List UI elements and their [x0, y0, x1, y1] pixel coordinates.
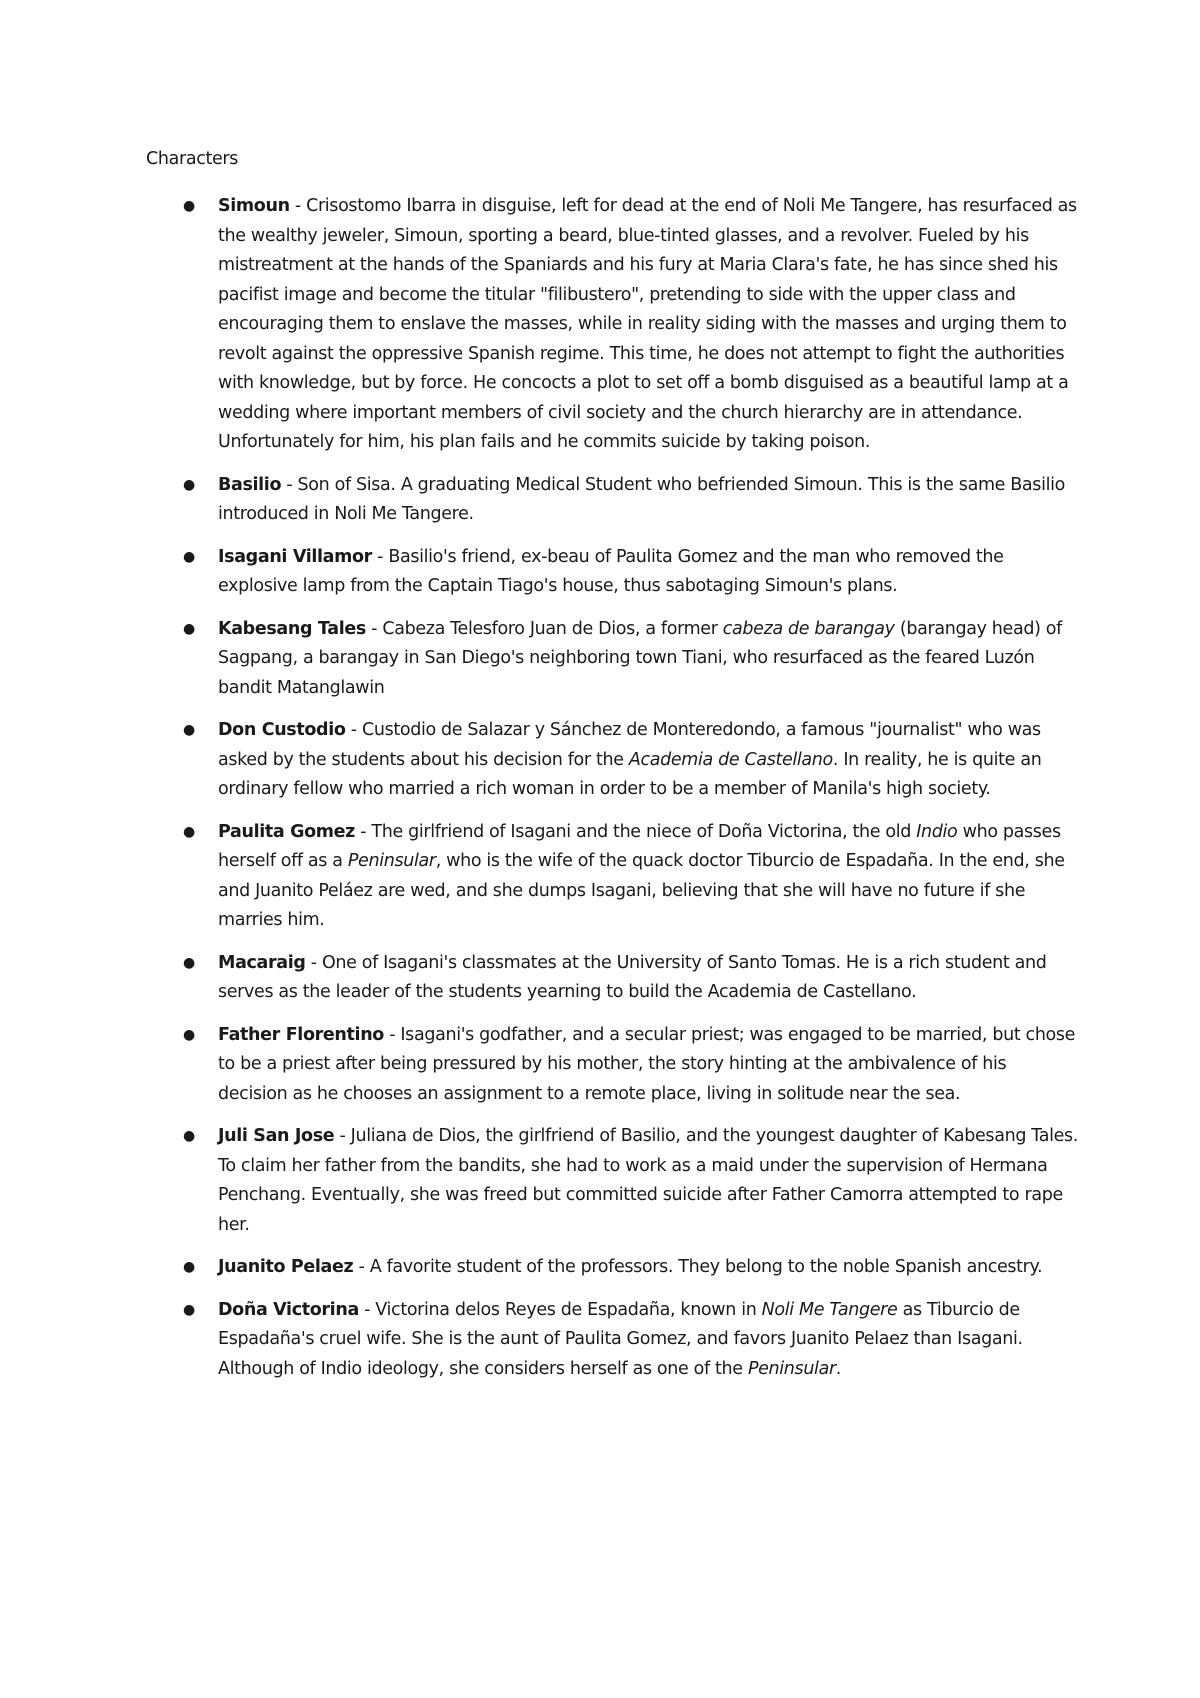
- character-name: Juli San Jose: [218, 1126, 335, 1146]
- list-item: [0, 818, 1200, 936]
- character-description: .: [835, 1358, 842, 1379]
- list-item: [0, 949, 1200, 1008]
- bullet-icon: ●: [183, 1301, 195, 1318]
- character-description: . In reality, he is quite an ordinary fellow who married a rich woman in order to be a member of Manila's high society.: [218, 749, 1042, 799]
- character-name: Doña Victorina: [218, 1299, 359, 1320]
- bullet-icon: ●: [183, 954, 195, 971]
- list-item: [0, 716, 1200, 805]
- bullet-icon: ●: [183, 1128, 195, 1144]
- italic-term: Peninsular: [347, 851, 436, 871]
- character-description: , who is the wife of the quack doctor Tiburcio de Espadaña. In the end, she and Juanito Peláez are wed, and she dumps Isagani, believing that she will have no future if she marries him.: [218, 851, 1065, 930]
- list-item: [0, 1296, 1200, 1385]
- character-description: - Custodio de Salazar y Sánchez de Monteredondo, a famous "journalist" who was asked by the students about his decision for the: [218, 720, 1041, 770]
- character-name: Father Florentino: [218, 1024, 384, 1045]
- list-item: [0, 192, 1200, 458]
- character-name: Macaraig: [218, 952, 306, 973]
- bullet-icon: ●: [183, 198, 195, 214]
- character-description: - One of Isagani's classmates at the University of Santo Tomas. He is a rich student and serves as the leader of the students yearning to build the Academia de Castellano.: [218, 952, 1047, 1002]
- character-description: - Basilio's friend, ex-beau of Paulita Gomez and the man who removed the explosive lamp from the Captain Tiago's house, thus sabotaging Simoun's plans.: [218, 546, 1004, 596]
- character-name: Simoun: [218, 196, 290, 216]
- character-description: - Cabeza Telesforo Juan de Dios, a former: [365, 618, 723, 639]
- italic-term: Academia de Castellano: [628, 749, 833, 770]
- character-description: - Isagani's godfather, and a secular priest; was engaged to be married, but chose to be a priest after being pressured by his mother, the story hinting at the ambivalence of his decision as he chooses an assignment to a remote place, living in solitude near the sea.: [218, 1024, 1076, 1104]
- character-name: Isagani Villamor: [218, 546, 372, 567]
- character-name: Paulita Gomez: [218, 821, 356, 842]
- bullet-icon: ●: [183, 476, 195, 493]
- list-item: [0, 1021, 1200, 1110]
- list-item: [0, 1122, 1200, 1240]
- page-title: Characters: [146, 149, 239, 169]
- character-description: who passes herself off as a: [218, 821, 1061, 871]
- list-item: [0, 615, 1200, 704]
- character-description: - A favorite student of the professors. They belong to the noble Spanish ancestry.: [353, 1257, 1043, 1277]
- list-item: [0, 471, 1200, 530]
- italic-term: Noli Me Tangere: [761, 1299, 898, 1320]
- character-description: as Tiburcio de Espadaña's cruel wife. She is the aunt of Paulita Gomez, and favors Juanito Pelaez than Isagani. Although of Indio ideology, she considers herself as one of the: [218, 1299, 1023, 1379]
- character-name: Kabesang Tales: [218, 618, 366, 639]
- list-item: [0, 1253, 1200, 1283]
- character-list: [0, 192, 1200, 1397]
- bullet-icon: ●: [183, 620, 195, 637]
- bullet-icon: ●: [183, 1026, 195, 1043]
- character-description: - The girlfriend of Isagani and the niece of Doña Victorina, the old: [355, 821, 917, 842]
- character-name: Juanito Pelaez: [218, 1257, 354, 1277]
- character-description: (barangay head) of Sagpang, a barangay in San Diego's neighboring town Tiani, who resurfaced as the feared Luzón bandit Matanglawin: [218, 618, 1062, 698]
- bullet-icon: ●: [183, 823, 195, 840]
- character-description: - Son of Sisa. A graduating Medical Student who befriended Simoun. This is the same Basilio introduced in Noli Me Tangere.: [218, 474, 1065, 524]
- character-description: - Victorina delos Reyes de Espadaña, known in: [358, 1299, 762, 1320]
- character-description: - Crisostomo Ibarra in disguise, left for dead at the end of Noli Me Tangere, has resurfaced as the wealthy jeweler, Simoun, sporting a beard, blue-tinted glasses, and a revolver. Fueled by his mistreatment at the hands of the Spaniards and his fury at Maria Clara's fate, he has since shed his pacifist image and become the titular "filibustero", pretending to side with the upper class and encouraging them to enslave the masses, while in reality siding with the masses and urging them to revolt against the oppressive Spanish regime. This time, he does not attempt to fight the authorities with knowledge, but by force. He concocts a plot to set off a bomb disguised as a beautiful lamp at a wedding where important members of civil society and the church hierarchy are in attendance. Unfortunately for him, his plan fails and he commits suicide by taking poison.: [218, 196, 1077, 452]
- list-item: [0, 543, 1200, 602]
- character-name: Basilio: [218, 474, 282, 495]
- italic-term: Indio: [916, 821, 958, 842]
- italic-term: Peninsular: [747, 1358, 836, 1379]
- italic-term: cabeza de barangay: [722, 618, 895, 639]
- bullet-icon: ●: [183, 722, 195, 738]
- character-name: Don Custodio: [218, 720, 346, 740]
- bullet-icon: ●: [183, 1259, 195, 1275]
- character-description: - Juliana de Dios, the girlfriend of Basilio, and the youngest daughter of Kabesang Tales. To claim her father from the bandits, she had to work as a maid under the supervision of Hermana Penchang. Eventually, she was freed but committed suicide after Father Camorra attempted to rape her.: [218, 1126, 1079, 1235]
- bullet-icon: ●: [183, 548, 195, 565]
